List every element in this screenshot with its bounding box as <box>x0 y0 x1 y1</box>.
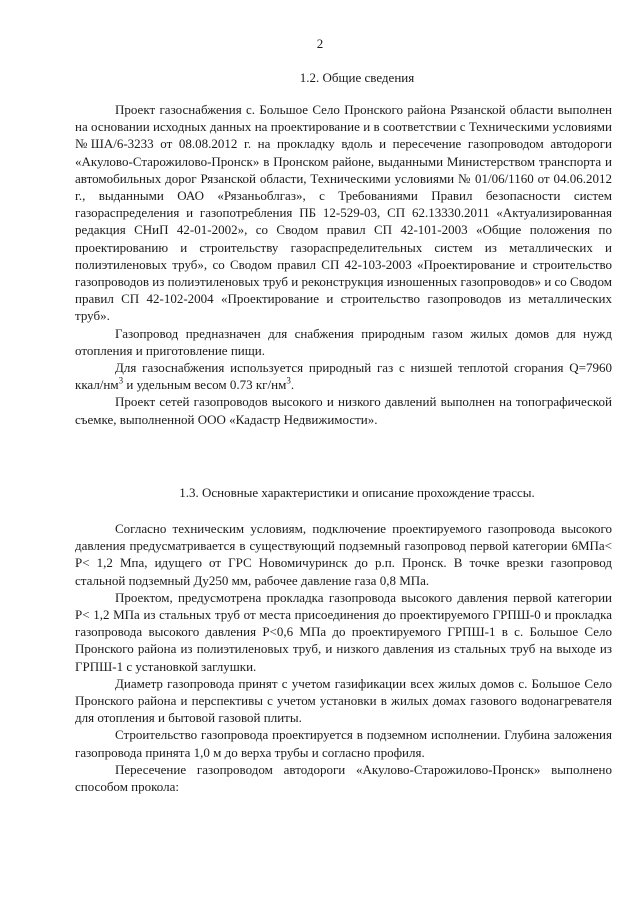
gas-text-part-1: Для газоснабжения используется природный газ с низшей теплотой сгорания Q=7960 ккал/нм <box>75 360 612 393</box>
paragraph-connection-conditions: Согласно техническим условиям, подключение проектируемого газопровода высокого давления предусматривается в существующий подземный газопровод первой категории 6МПа< Р< 1,2 Мпа, идущего от ГРС Новомичуринск до р.п. Пронск. В точке врезки газопровод стальной подземный Ду250 мм, рабочее давление газа 0,8 МПа. <box>75 521 612 588</box>
paragraph-pipeline-diameter: Диаметр газопровода принят с учетом газификации всех жилых домов с. Большое Село Пронского района и перспективы с учетом установки в жилых домах газового водонагревателя для отопления и бытовой газовой плиты. <box>75 675 612 726</box>
gas-text-part-2: и удельным весом 0.73 кг/нм <box>123 377 287 393</box>
paragraph-gas-characteristics <box>75 359 612 393</box>
paragraph-project-pipeline-layout: Проектом, предусмотрена прокладка газопровода высокого давления первой категории Р< 1,2 МПа из стальных труб от места присоединения до проектируемого ГРПШ-0 и прокладка газопровода высокого давления Р<0,6 МПа до проектируемого ГРПШ-1 в с. Большое Село Пронского района из полиэтиленовых труб, и низкого давления из стальных труб на выходе из ГРПШ-1 с установкой заглушки. <box>75 589 612 674</box>
paragraph-topographic-survey: Проект сетей газопроводов высокого и низкого давлений выполнен на топографической съемке, выполненной ООО «Кадастр Недвижимости». <box>75 394 612 427</box>
section-general-info-body <box>75 101 612 428</box>
superscript-cubic-2: 3 <box>286 375 291 386</box>
superscript-cubic-1: 3 <box>118 375 124 386</box>
paragraph-pipeline-purpose: Газопровод предназначен для снабжения природным газом жилых домов для нужд отопления и приготовление пищи. <box>75 325 612 358</box>
page-number: 2 <box>316 36 324 51</box>
section-route-description-body <box>75 520 612 795</box>
gas-text-part-3: . <box>290 377 295 393</box>
paragraph-road-crossing: Пересечение газопроводом автодороги «Акулово-Старожилово-Пронск» выполнено способом прокола: <box>75 761 612 795</box>
section-heading-route-description: 1.3. Основные характеристики и описание прохождение трассы. <box>179 485 535 500</box>
paragraph-project-basis: Проект газоснабжения с. Большое Село Пронского района Рязанской области выполнен на основании исходных данных на проектирование и в соответствии с Техническими условиями №ША/6-3233 от 08.08.2012 г. на прокладку вдоль и пересечение газопроводом автодороги «Акулово-Старожилово-Пронск» в Пронском районе, выданными Министерством транспорта и автомобильных дорог Рязанской области, Техническими условиями № 01/06/1160 от 04.06.2012 г., выданными ОАО «Рязаньоблгаз», с Требованиями Правил безопасности систем газораспределения и газопотребления ПБ 12-529-03, СП 62.13330.2011 «Актуализированная редакция СНиП 42-01-2002», со Сводом правил СП 42-101-2003 «Общие положения по проектированию и строительству газораспределительных систем из металлических и полиэтиленовых труб», со Сводом правил СП 42-103-2003 «Проектирование и строительство газопроводов из полиэтиленовых труб и реконструкция изношенных газопроводов» и со Сводом правил СП 42-102-2004 «Проектирование и строительство газопроводов из металлических труб». <box>75 102 612 324</box>
section-heading-general-info: 1.2. Общие сведения <box>299 70 415 85</box>
paragraph-underground-construction: Строительство газопровода проектируется в подземном исполнении. Глубина заложения газопровода принята 1,0 м до верха трубы и согласно профиля. <box>75 727 612 760</box>
